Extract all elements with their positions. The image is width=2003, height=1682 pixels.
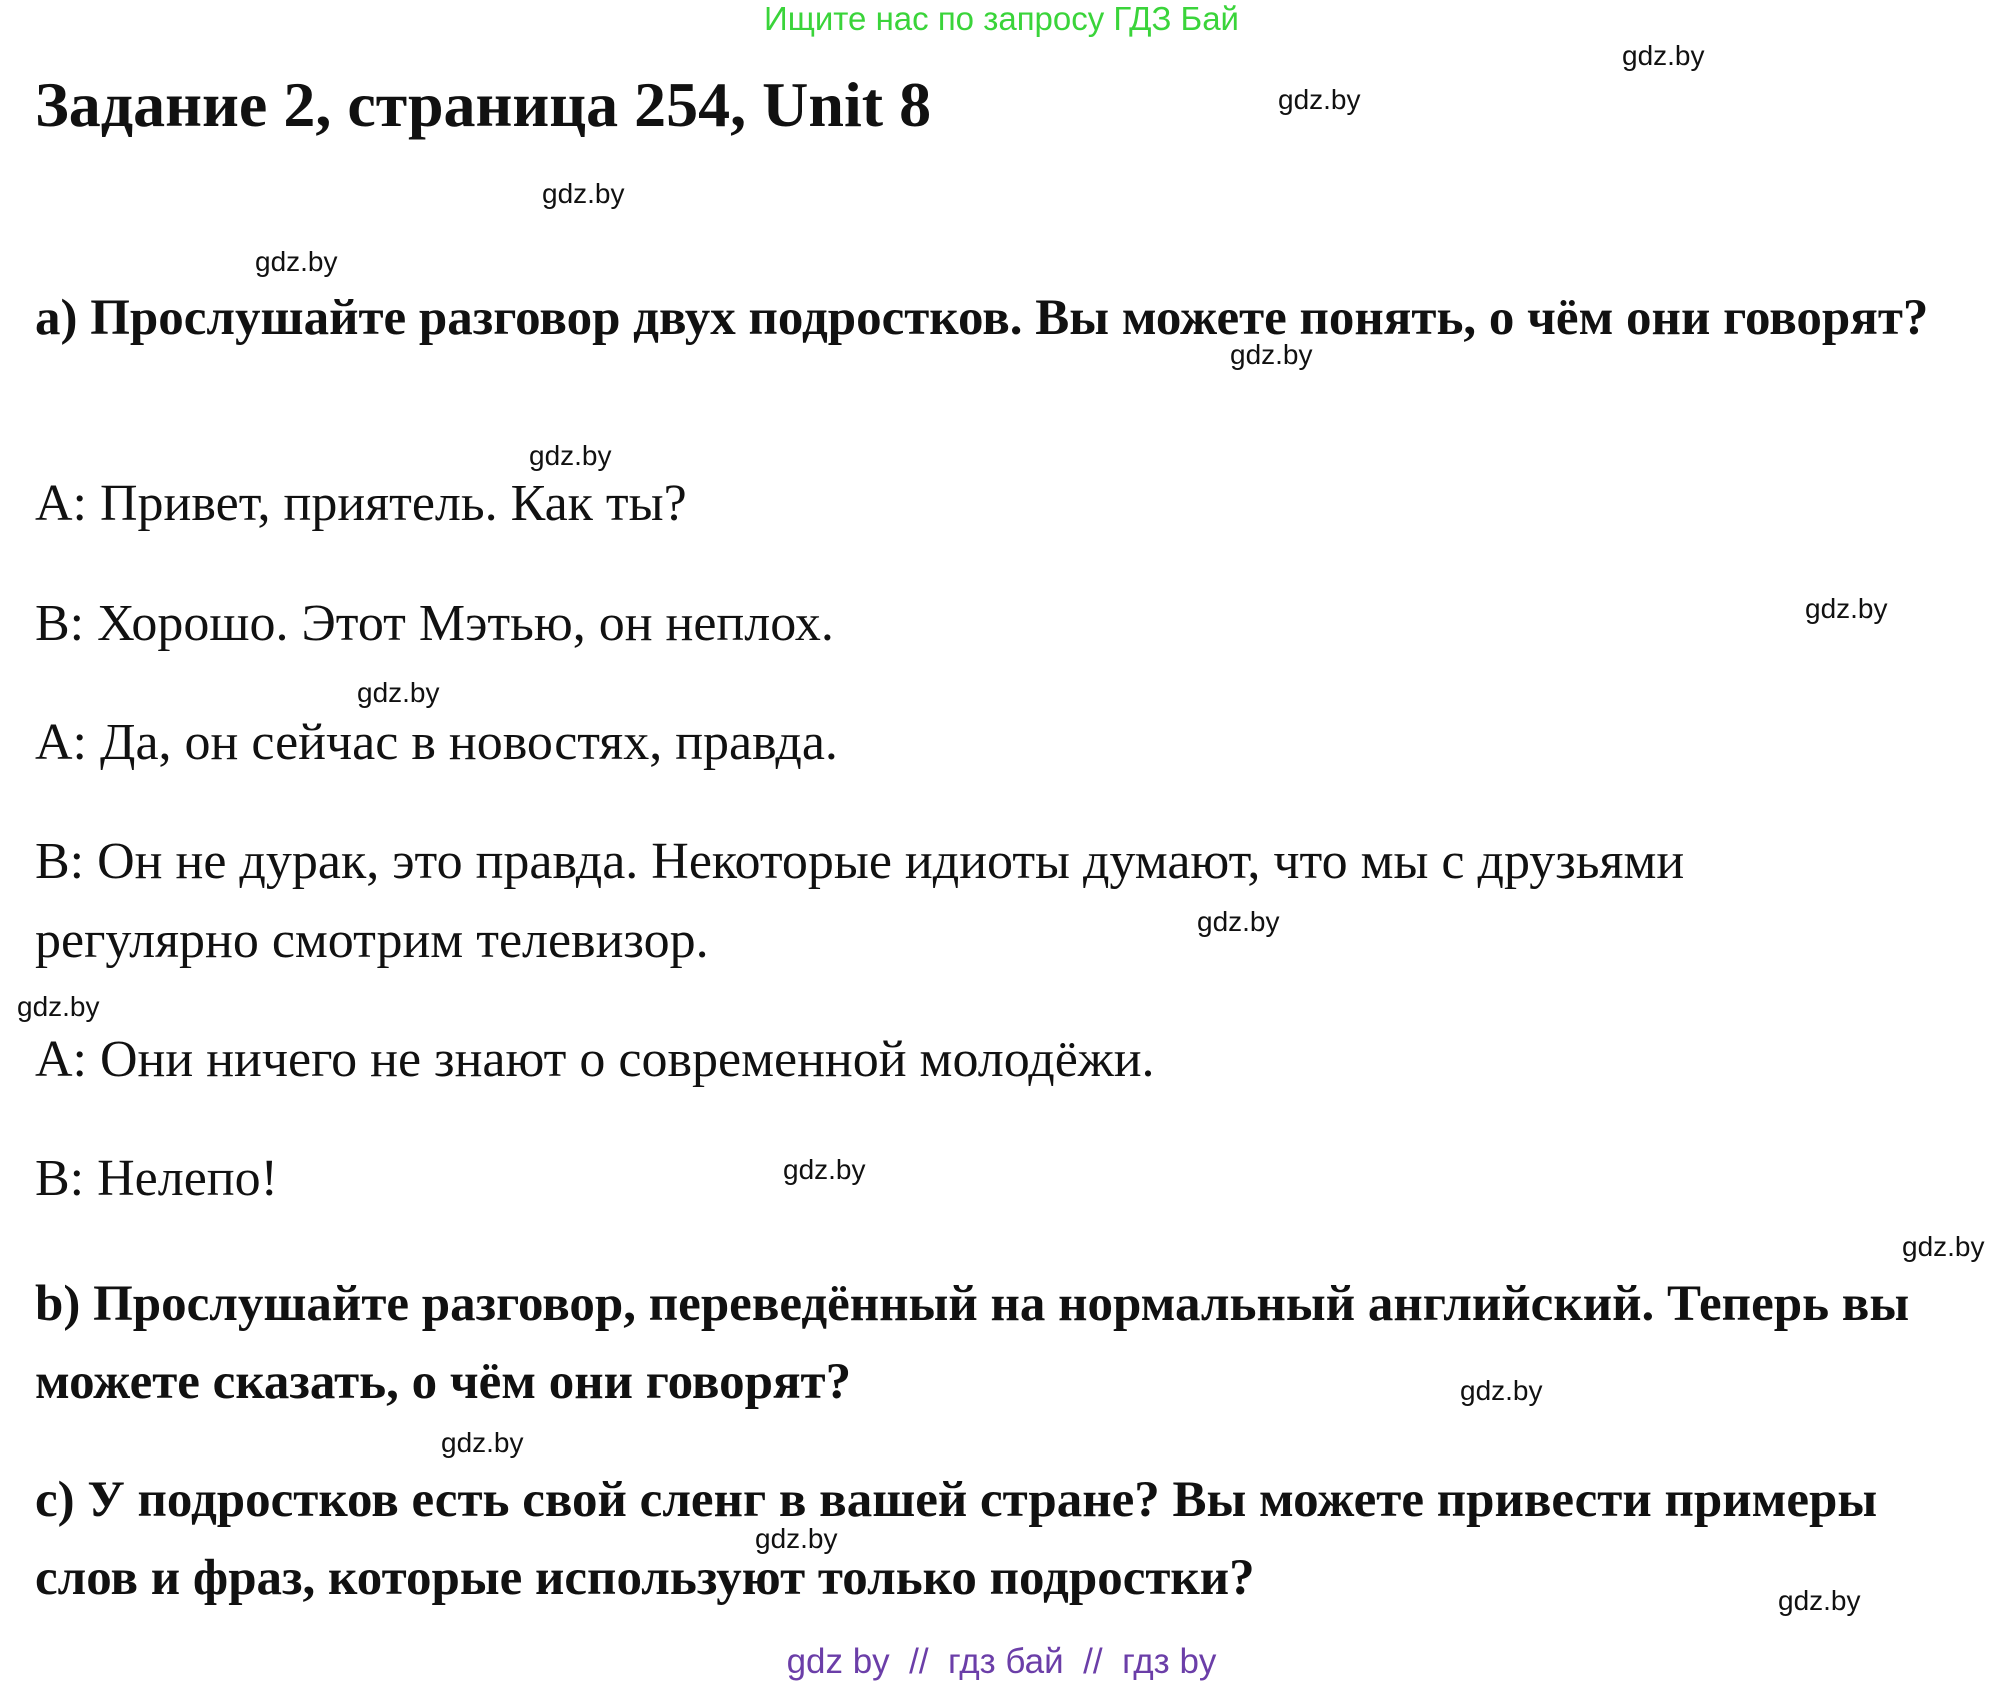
- task-b: b) Прослушайте разговор, переведённый на нормальный английский. Теперь вы можете сказать, о чём они говорят?: [35, 1276, 1910, 1410]
- footer-separator: //: [909, 1642, 929, 1681]
- watermark: gdz.by: [529, 440, 612, 471]
- dialogue-line: A: Они ничего не знают о современной молодёжи.: [35, 1031, 1155, 1088]
- watermark: gdz.by: [1778, 1585, 1861, 1616]
- footer-link-gdz-by[interactable]: gdz by: [786, 1642, 890, 1681]
- watermark: gdz.by: [1460, 1375, 1543, 1406]
- watermark: gdz.by: [1622, 40, 1705, 71]
- task-c: c) У подростков есть свой сленг в вашей стране? Вы можете привести примеры слов и фраз, которые используют только подростки?: [35, 1472, 1878, 1606]
- watermark: gdz.by: [255, 246, 338, 277]
- watermark: gdz.by: [17, 991, 100, 1022]
- watermark: gdz.by: [1197, 906, 1280, 937]
- footer-links: [0, 1642, 2003, 1682]
- dialogue-line: A: Привет, приятель. Как ты?: [35, 475, 687, 532]
- watermark: gdz.by: [1902, 1231, 1985, 1262]
- dialogue-line: A: Да, он сейчас в новостях, правда.: [35, 714, 838, 771]
- footer-link-gdz-by-cyr[interactable]: гдз by: [1122, 1642, 1217, 1681]
- watermark: gdz.by: [1805, 593, 1888, 624]
- dialogue-line: B: Хорошо. Этот Мэтью, он неплох.: [35, 595, 834, 652]
- watermark: gdz.by: [1230, 339, 1313, 370]
- dialogue-line: B: Он не дурак, это правда. Некоторые идиоты думают, что мы с друзьями: [35, 833, 1685, 890]
- search-banner: Ищите нас по запросу ГДЗ Бай: [764, 0, 1239, 37]
- watermark: gdz.by: [1278, 84, 1361, 115]
- footer-link-gdz-bai[interactable]: гдз бай: [948, 1642, 1064, 1681]
- page-title: Задание 2, страница 254, Unit 8: [35, 69, 932, 140]
- dialogue-line: регулярно смотрим телевизор.: [35, 912, 709, 969]
- watermark: gdz.by: [542, 178, 625, 209]
- task-a: а) Прослушайте разговор двух подростков. Вы можете понять, о чём они говорят?: [35, 290, 1929, 346]
- watermark: gdz.by: [357, 677, 440, 708]
- footer-separator: //: [1083, 1642, 1103, 1681]
- watermark: gdz.by: [783, 1154, 866, 1185]
- watermark: gdz.by: [441, 1427, 524, 1458]
- watermark: gdz.by: [755, 1523, 838, 1554]
- dialogue-line: B: Нелепо!: [35, 1150, 278, 1207]
